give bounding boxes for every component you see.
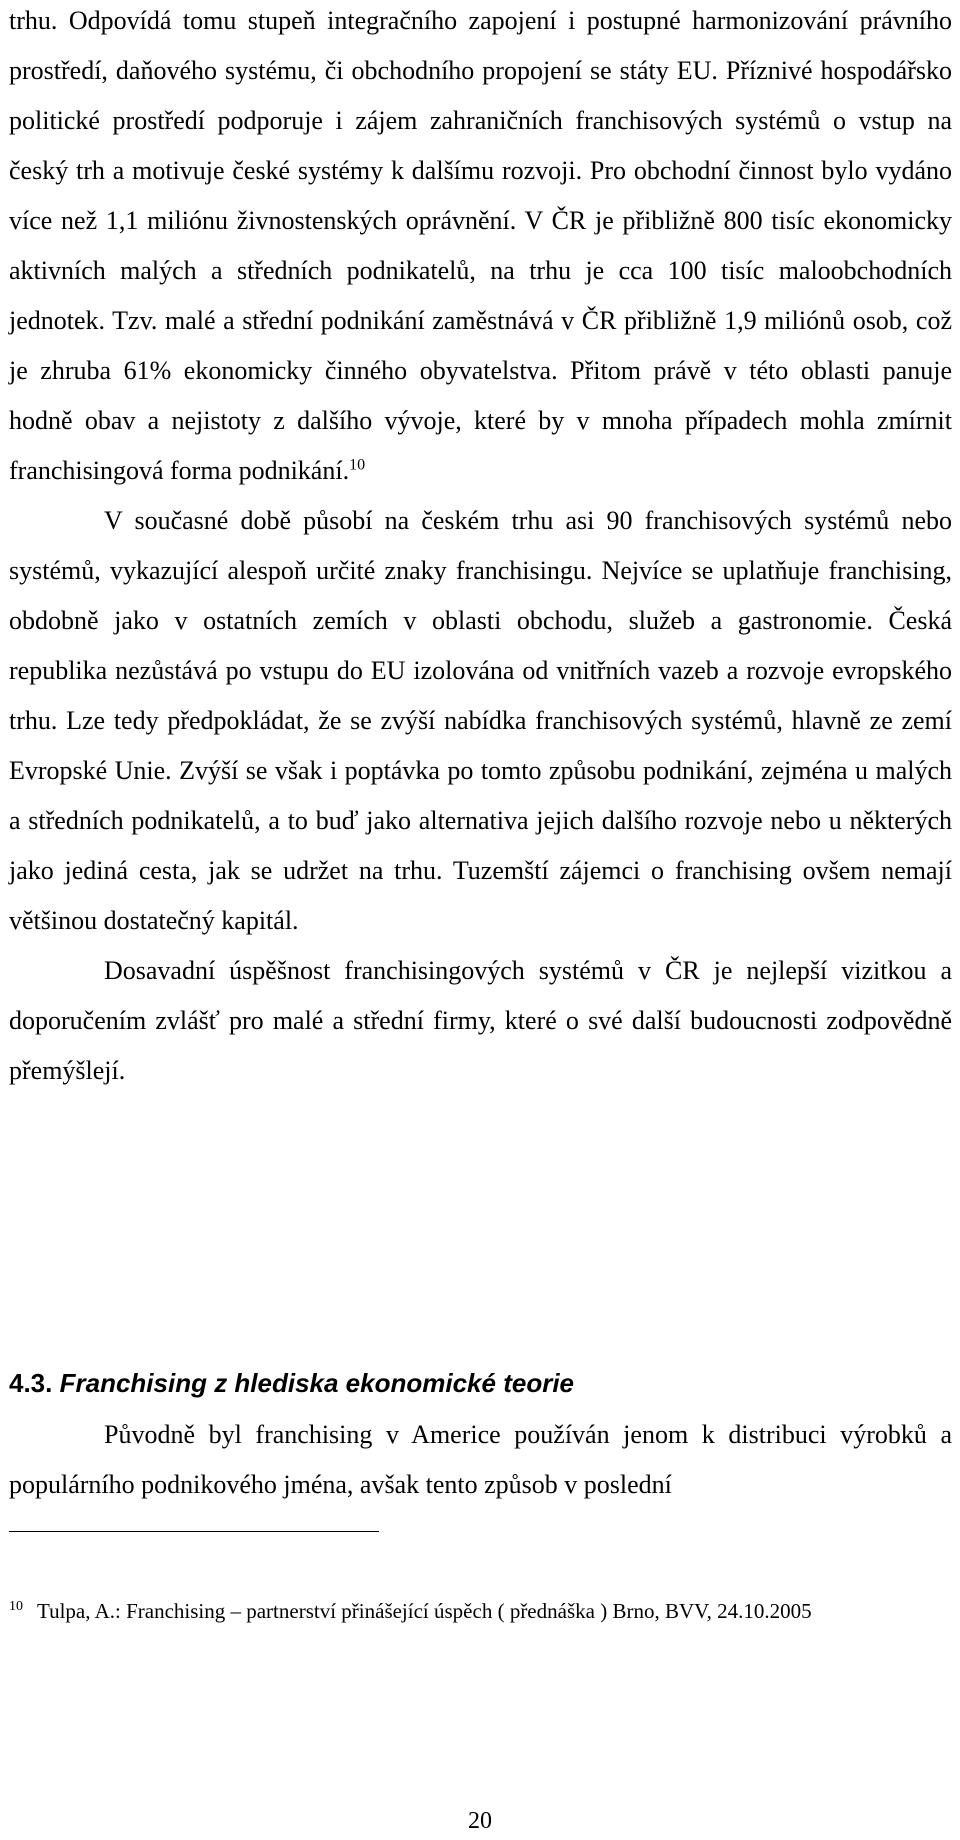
footnote-number: 10 — [9, 1599, 23, 1614]
section-title: Franchising z hlediska ekonomické teorie — [59, 1368, 574, 1398]
body-text-bottom — [9, 1410, 952, 1510]
footnote — [9, 1590, 952, 1633]
paragraph-1 — [9, 0, 952, 496]
section-number: 4.3. — [9, 1368, 53, 1398]
footnote-reference: 10 — [349, 456, 366, 474]
section-heading — [9, 1365, 574, 1401]
body-text-top — [9, 0, 952, 1096]
paragraph-3: Dosavadní úspěšnost franchisingových systémů v ČR je nejlepší vizitkou a doporučením zvlášť pro malé a střední firmy, které o své další budoucnosti zodpovědně přemýšlejí. — [9, 956, 952, 1085]
footnote-separator — [9, 1531, 379, 1532]
paragraph-4: Původně byl franchising v Americe používán jenom k distribuci výrobků a populárního podnikového jména, avšak tento způsob v poslední — [9, 1420, 952, 1499]
paragraph-1-text: trhu. Odpovídá tomu stupeň integračního zapojení i postupné harmonizování právního prostředí, daňového systému, či obchodního propojení se státy EU. Příznivé hospodářsko politické prostředí podporuje i zájem zahraničních franchisových systémů o vstup na český trh a motivuje české systémy k dalšímu rozvoji. Pro obchodní činnost bylo vydáno více než 1,1 miliónu živnostenských oprávnění. V ČR je přibližně 800 tisíc ekonomicky aktivních malých a středních podnikatelů, na trhu je cca 100 tisíc maloobchodních jednotek. Tzv. malé a střední podnikání zaměstnává v ČR přibližně 1,9 miliónů osob, což je zhruba 61% ekonomicky činného obyvatelstva. Přitom právě v této oblasti panuje hodně obav a nejistoty z dalšího vývoje, které by v mnoha případech mohla zmírnit franchisingová forma podnikání. — [9, 6, 952, 485]
page-number: 20 — [468, 1808, 492, 1834]
paragraph-2: V současné době působí na českém trhu asi 90 franchisových systémů nebo systémů, vykazující alespoň určité znaky franchisingu. Nejvíce se uplatňuje franchising, obdobně jako v ostatních zemích v oblasti obchodu, služeb a gastronomie. Česká republika nezůstává po vstupu do EU izolována od vnitřních vazeb a rozvoje evropského trhu. Lze tedy předpokládat, že se zvýší nabídka franchisových systémů, hlavně ze zemí Evropské Unie. Zvýší se však i poptávka po tomto způsobu podnikání, zejména u malých a středních podnikatelů, a to buď jako alternativa jejich dalšího rozvoje nebo u některých jako jediná cesta, jak se udržet na trhu. Tuzemští zájemci o franchising ovšem nemají většinou dostatečný kapitál. — [9, 506, 952, 935]
footnote-text: Tulpa, A.: Franchising – partnerství přinášející úspěch ( přednáška ) Brno, BVV, 24.10.2005 — [37, 1599, 812, 1623]
